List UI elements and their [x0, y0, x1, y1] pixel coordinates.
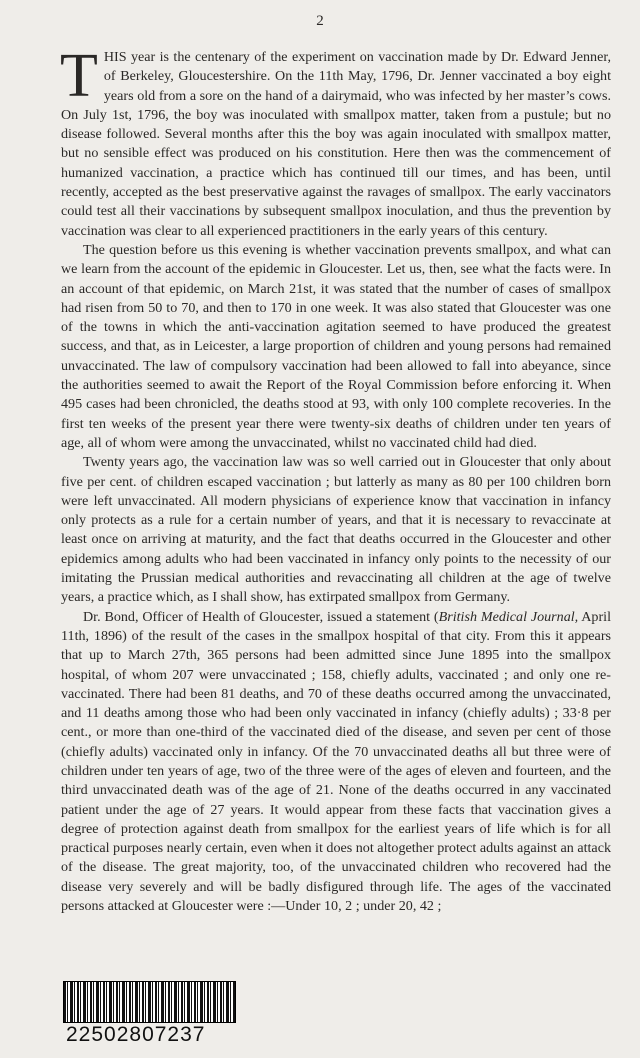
- barcode-number: 22502807237: [66, 1023, 206, 1046]
- drop-cap: T: [60, 42, 98, 110]
- journal-title: British Medical Journal,: [438, 608, 579, 625]
- barcode: [63, 981, 236, 1023]
- paragraph-4: [61, 608, 611, 917]
- paragraph-1: [60, 42, 611, 241]
- body-text: [60, 42, 612, 916]
- page-number: 2: [316, 13, 324, 29]
- paragraph-4-text-a: Dr. Bond, Officer of Health of Gloucester, issued a statement (: [83, 608, 439, 625]
- paragraph-4-text-b: April 11th, 1896) of the result of the cases in the smallpox hospital of that city. From this it appears that up to March 27th, 365 persons had been admitted since June 1895 into the smallpox hospital, of whom 207 were unvaccinated ; 158, chiefly adults, vaccinated ; and only one re-vaccinated. There had been 81 deaths, and 70 of these deaths occurred among the unvaccinated, and 11 deaths among those who had been only vaccinated in infancy (chiefly adults) ; 33·8 per cent., or more than one-third of the vaccinated died of the disease, and seven per cent of those (chiefly adults) vaccinated only in infancy. Of the 70 unvaccinated deaths all but three were of children under ten years of age, two of the three were of the ages of eleven and fourteen, and the third unvaccinated death was of the age of 21. None of the deaths occurred in any vaccinated patient under the age of 27 years. It would appear from these facts that vaccination gives a degree of protection against death from smallpox for the earliest years of life which is for all practical purposes nearly certain, even when it does not altogether protect adults against an attack of the disease. The great majority, too, of the unvaccinated children who recovered had the disease very severely and will be badly disfigured through life. The ages of the vaccinated persons attacked at Gloucester were :—Under 10, 2 ; under 20, 42 ;: [61, 608, 612, 915]
- paragraph-1-text: HIS year is the centenary of the experiment on vaccination made by Dr. Edward Jenner, of Berkeley, Gloucestershire. On the 11th May, 1796, Dr. Jenner vaccinated a boy eight years old from a sore on the hand of a dairymaid, who was infected by her master’s cows. On July 1st, 1796, the boy was inoculated with smallpox matter, taken from a pustule; but no disease followed. Several months after this the boy was again inoculated with smallpox matter, but no sensible effect was produced on his constitution. Here then was the commencement of humanized vaccination, a practice which has continued till our times, and has been, until recently, accepted as the best preservative against the ravages of smallpox. The early vaccinators could test all their vaccinations by subsequent smallpox inoculation, and thus the prevention by vaccination was clear to all experienced practitioners in the early years of this century.: [61, 49, 611, 239]
- paragraph-3: Twenty years ago, the vaccination law was so well carried out in Gloucester that only about five per cent. of children escaped vaccination ; but latterly as many as 80 per 100 children born were left unvaccinated. All modern physicians of experience know that vaccination in infancy only protects as a rule for a certain number of years, and that it is necessary to revaccinate at least once on arriving at maturity, and the fact that deaths occurred in the Gloucester and other epidemics among adults who had been vaccinated in infancy only points to the necessity of our imitating the Prussian medical authorities and revaccinating all children at the age of twelve years, a practice which, as I shall show, has extirpated smallpox from Germany.: [61, 454, 611, 606]
- paragraph-2: The question before us this evening is whether vaccination prevents smallpox, and what can we learn from the account of the epidemic in Gloucester. Let us, then, see what the facts were. In an account of that epidemic, on March 21st, it was stated that the number of cases of smallpox had risen from 50 to 70, and then to 170 in one week. It was also stated that Gloucester was one of the towns in which the anti-vaccination agitation seemed to have produced the greatest success, and that, as in Leicester, a large proportion of children and young persons had remained unvaccinated. The law of compulsory vaccination had been allowed to fall into abeyance, since the authorities seemed to await the Report of the Royal Commission before enforcing it. When 495 cases had been chronicled, the deaths stood at 93, with only 100 complete recoveries. In the first ten weeks of the present year there were twenty-six deaths of children under ten years of age, all of whom were among the unvaccinated, whilst no vaccinated child had died.: [61, 241, 611, 451]
